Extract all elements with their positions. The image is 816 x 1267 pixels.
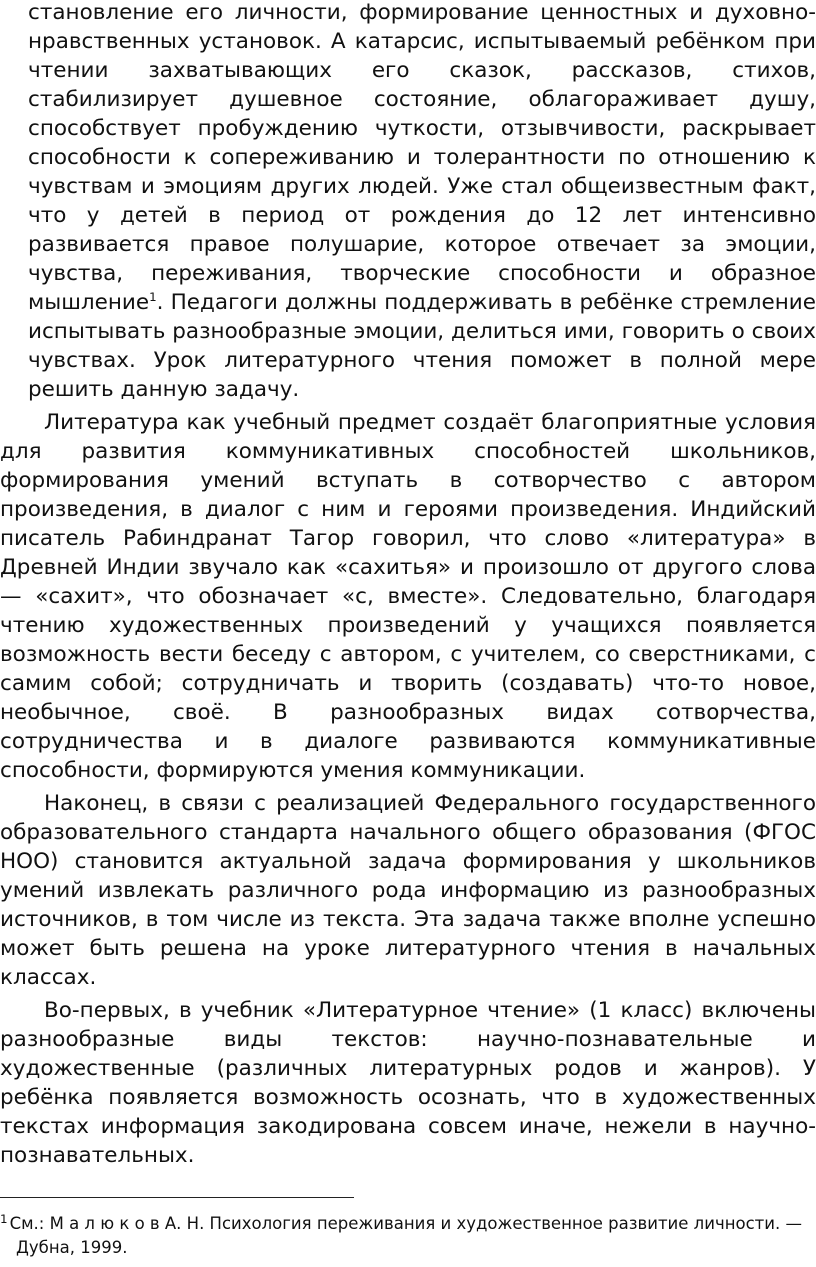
footnote-line-1: [0, 1212, 812, 1236]
footnote: [0, 1212, 812, 1260]
footnote-author: М а л ю к о в: [49, 1214, 160, 1233]
paragraph-1-text-after: . Педагоги должны поддерживать в ребёнке стремление испытывать разнообразные эмоции, делиться ими, говорить о своих чувствах. Урок литературного чтения поможет в полной мере решить данную задачу.: [28, 290, 816, 402]
footnote-rest: А. Н. Психология переживания и художественное развитие личности. —: [159, 1214, 802, 1233]
paragraph-2: Литература как учебный предмет создаёт благоприятные условия для развития коммуникативных способностей школьников, формирования умений вступать в сотворчество с автором произведения, в диалог с ним и героями произведения. Индийский писатель Рабиндранат Тагор говорил, что слово «литература» в Древней Индии звучало как «сахитья» и произошло от другого слова — «сахит», что обозначает «с, вместе». Следовательно, благодаря чтению художественных произведений у учащихся появляется возможность вести беседу с автором, с учителем, со сверстниками, с самим собой; сотрудничать и творить (создавать) что-то новое, необычное, своё. В разнообразных видах сотворчества, сотрудничества и в диалоге развиваются коммуникативные способности, формируются умения коммуникации.: [0, 410, 816, 783]
footnote-number: 1: [0, 1211, 8, 1226]
paragraph-3: Наконец, в связи с реализацией Федерального государственного образовательного стандарта начального общего образования (ФГОС НОО) становится актуальной задача формирования у школьников умений извлекать различного рода информацию из разнообразных источников, в том числе из текста. Эта задача также вполне успешно может быть решена на уроке литературного чтения в начальных классах.: [0, 791, 816, 990]
footnote-line-2: Дубна, 1999.: [16, 1238, 128, 1257]
footnote-separator: [0, 1197, 354, 1198]
paragraph-4: Во-первых, в учебник «Литературное чтение» (1 класс) включены разнообразные виды текстов: научно-познавательные и художественные (различных литературных родов и жанров). У ребёнка появляется возможность осознать, что в художественных текстах информация закодирована совсем иначе, нежели в научно-познавательных.: [0, 998, 816, 1168]
footnote-prefix: См.:: [9, 1214, 50, 1233]
paragraph-1: [0, 0, 816, 404]
paragraph-1-text-before: становление его личности, формирование ценностных и духовно-нравственных установок. А катарсис, испытываемый ребёнком при чтении захватывающих его сказок, рассказов, стихов, стабилизирует душевное состояние, облагораживает душу, способствует пробуждению чуткости, отзывчивости, раскрывает способности к сопереживанию и толерантности по отношению к чувствам и эмоциям других людей. Уже стал общеизвестным факт, что у детей в период от рождения до 12 лет интенсивно развивается правое полушарие, которое отвечает за эмоции, чувства, переживания, творческие способности и образное мышление: [28, 0, 816, 315]
footnote-ref: 1: [149, 289, 157, 304]
